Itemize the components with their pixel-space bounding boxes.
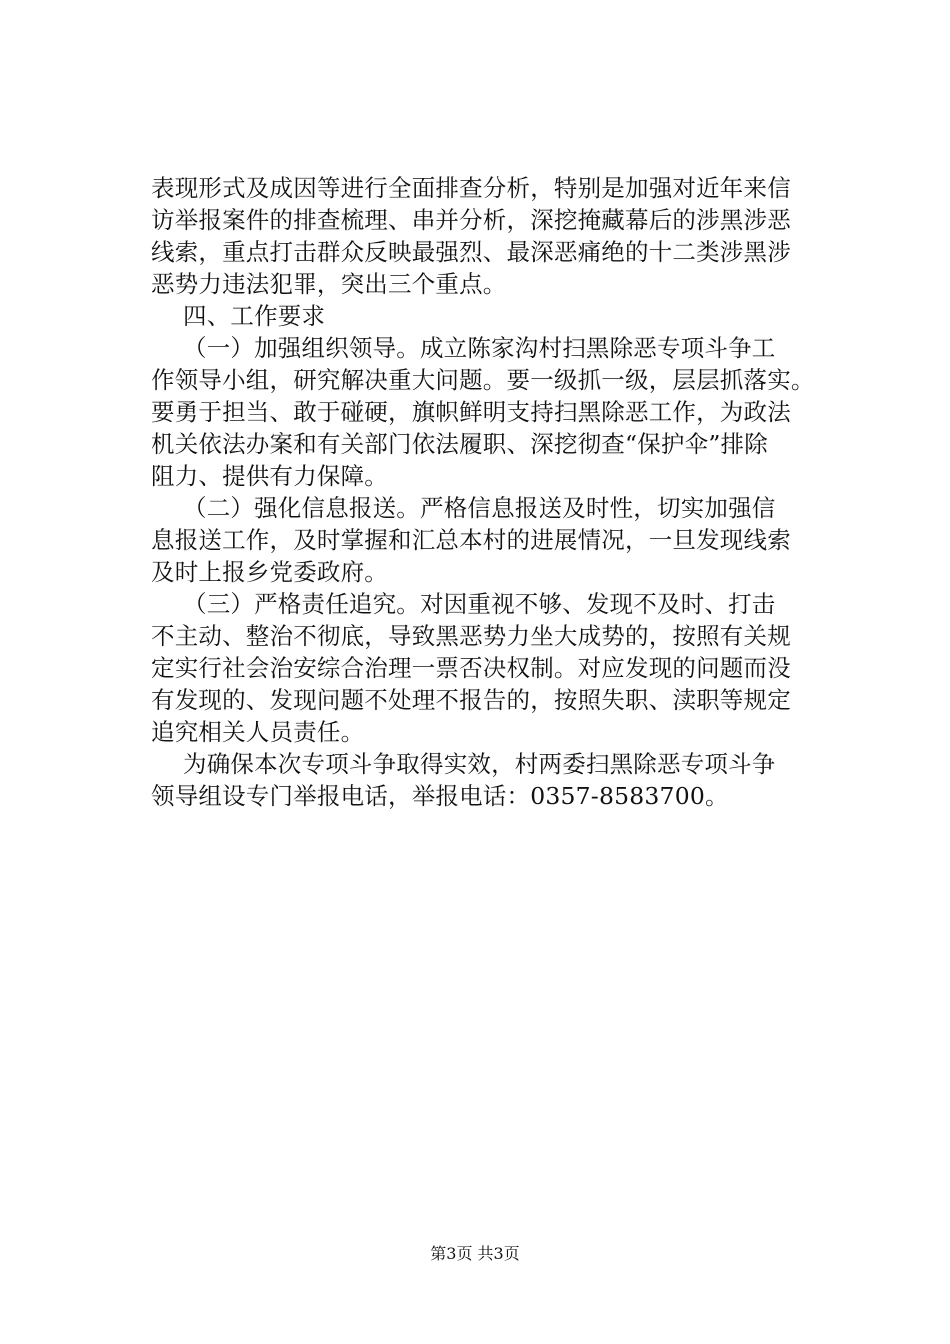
page-footer <box>0 1244 950 1264</box>
text-line: 有发现的、发现问题不处理不报告的，按照失职、渎职等规定 <box>151 686 791 714</box>
text-line: 表现形式及成因等进行全面排查分析，特别是加强对近年来信 <box>151 174 791 202</box>
text-line: 线索，重点打击群众反映最强烈、最深恶痛绝的十二类涉黑涉 <box>151 238 791 266</box>
text-line: 访举报案件的排查梳理、串并分析，深挖掩藏幕后的涉黑涉恶 <box>151 206 791 234</box>
text-line: 恶势力违法犯罪，突出三个重点。 <box>151 270 507 298</box>
text-line: 定实行社会治安综合治理一票否决权制。对应发现的问题而没 <box>151 654 791 682</box>
text-line: （二）强化信息报送。严格信息报送及时性，切实加强信 <box>183 494 776 522</box>
text-line: 为确保本次专项斗争取得实效，村两委扫黑除恶专项斗争 <box>183 750 776 778</box>
text-line: 领导组设专门举报电话，举报电话：0357-8583700。 <box>151 782 729 810</box>
text-line: （一）加强组织领导。成立陈家沟村扫黑除恶专项斗争工 <box>183 334 776 362</box>
text-line: 要勇于担当、敢于碰硬，旗帜鲜明支持扫黑除恶工作，为政法 <box>151 398 791 426</box>
text-line: 阻力、提供有力保障。 <box>151 462 388 490</box>
text-line: 机关依法办案和有关部门依法履职、深挖彻查“保护伞”排除 <box>151 430 768 458</box>
text-line: （三）严格责任追究。对因重视不够、发现不及时、打击 <box>183 590 776 618</box>
text-line: 不主动、整治不彻底，导致黑恶势力坐大成势的，按照有关规 <box>151 622 791 650</box>
text-line: 四、工作要求 <box>183 302 326 330</box>
text-line: 追究相关人员责任。 <box>151 718 365 746</box>
page-number: 第3页 共3页 <box>430 1244 520 1263</box>
text-line: 息报送工作，及时掌握和汇总本村的进展情况，一旦发现线索 <box>151 526 791 554</box>
text-line: 作领导小组，研究解决重大问题。要一级抓一级，层层抓落实。 <box>151 366 815 394</box>
document-body <box>151 172 841 812</box>
text-line: 及时上报乡党委政府。 <box>151 558 388 586</box>
